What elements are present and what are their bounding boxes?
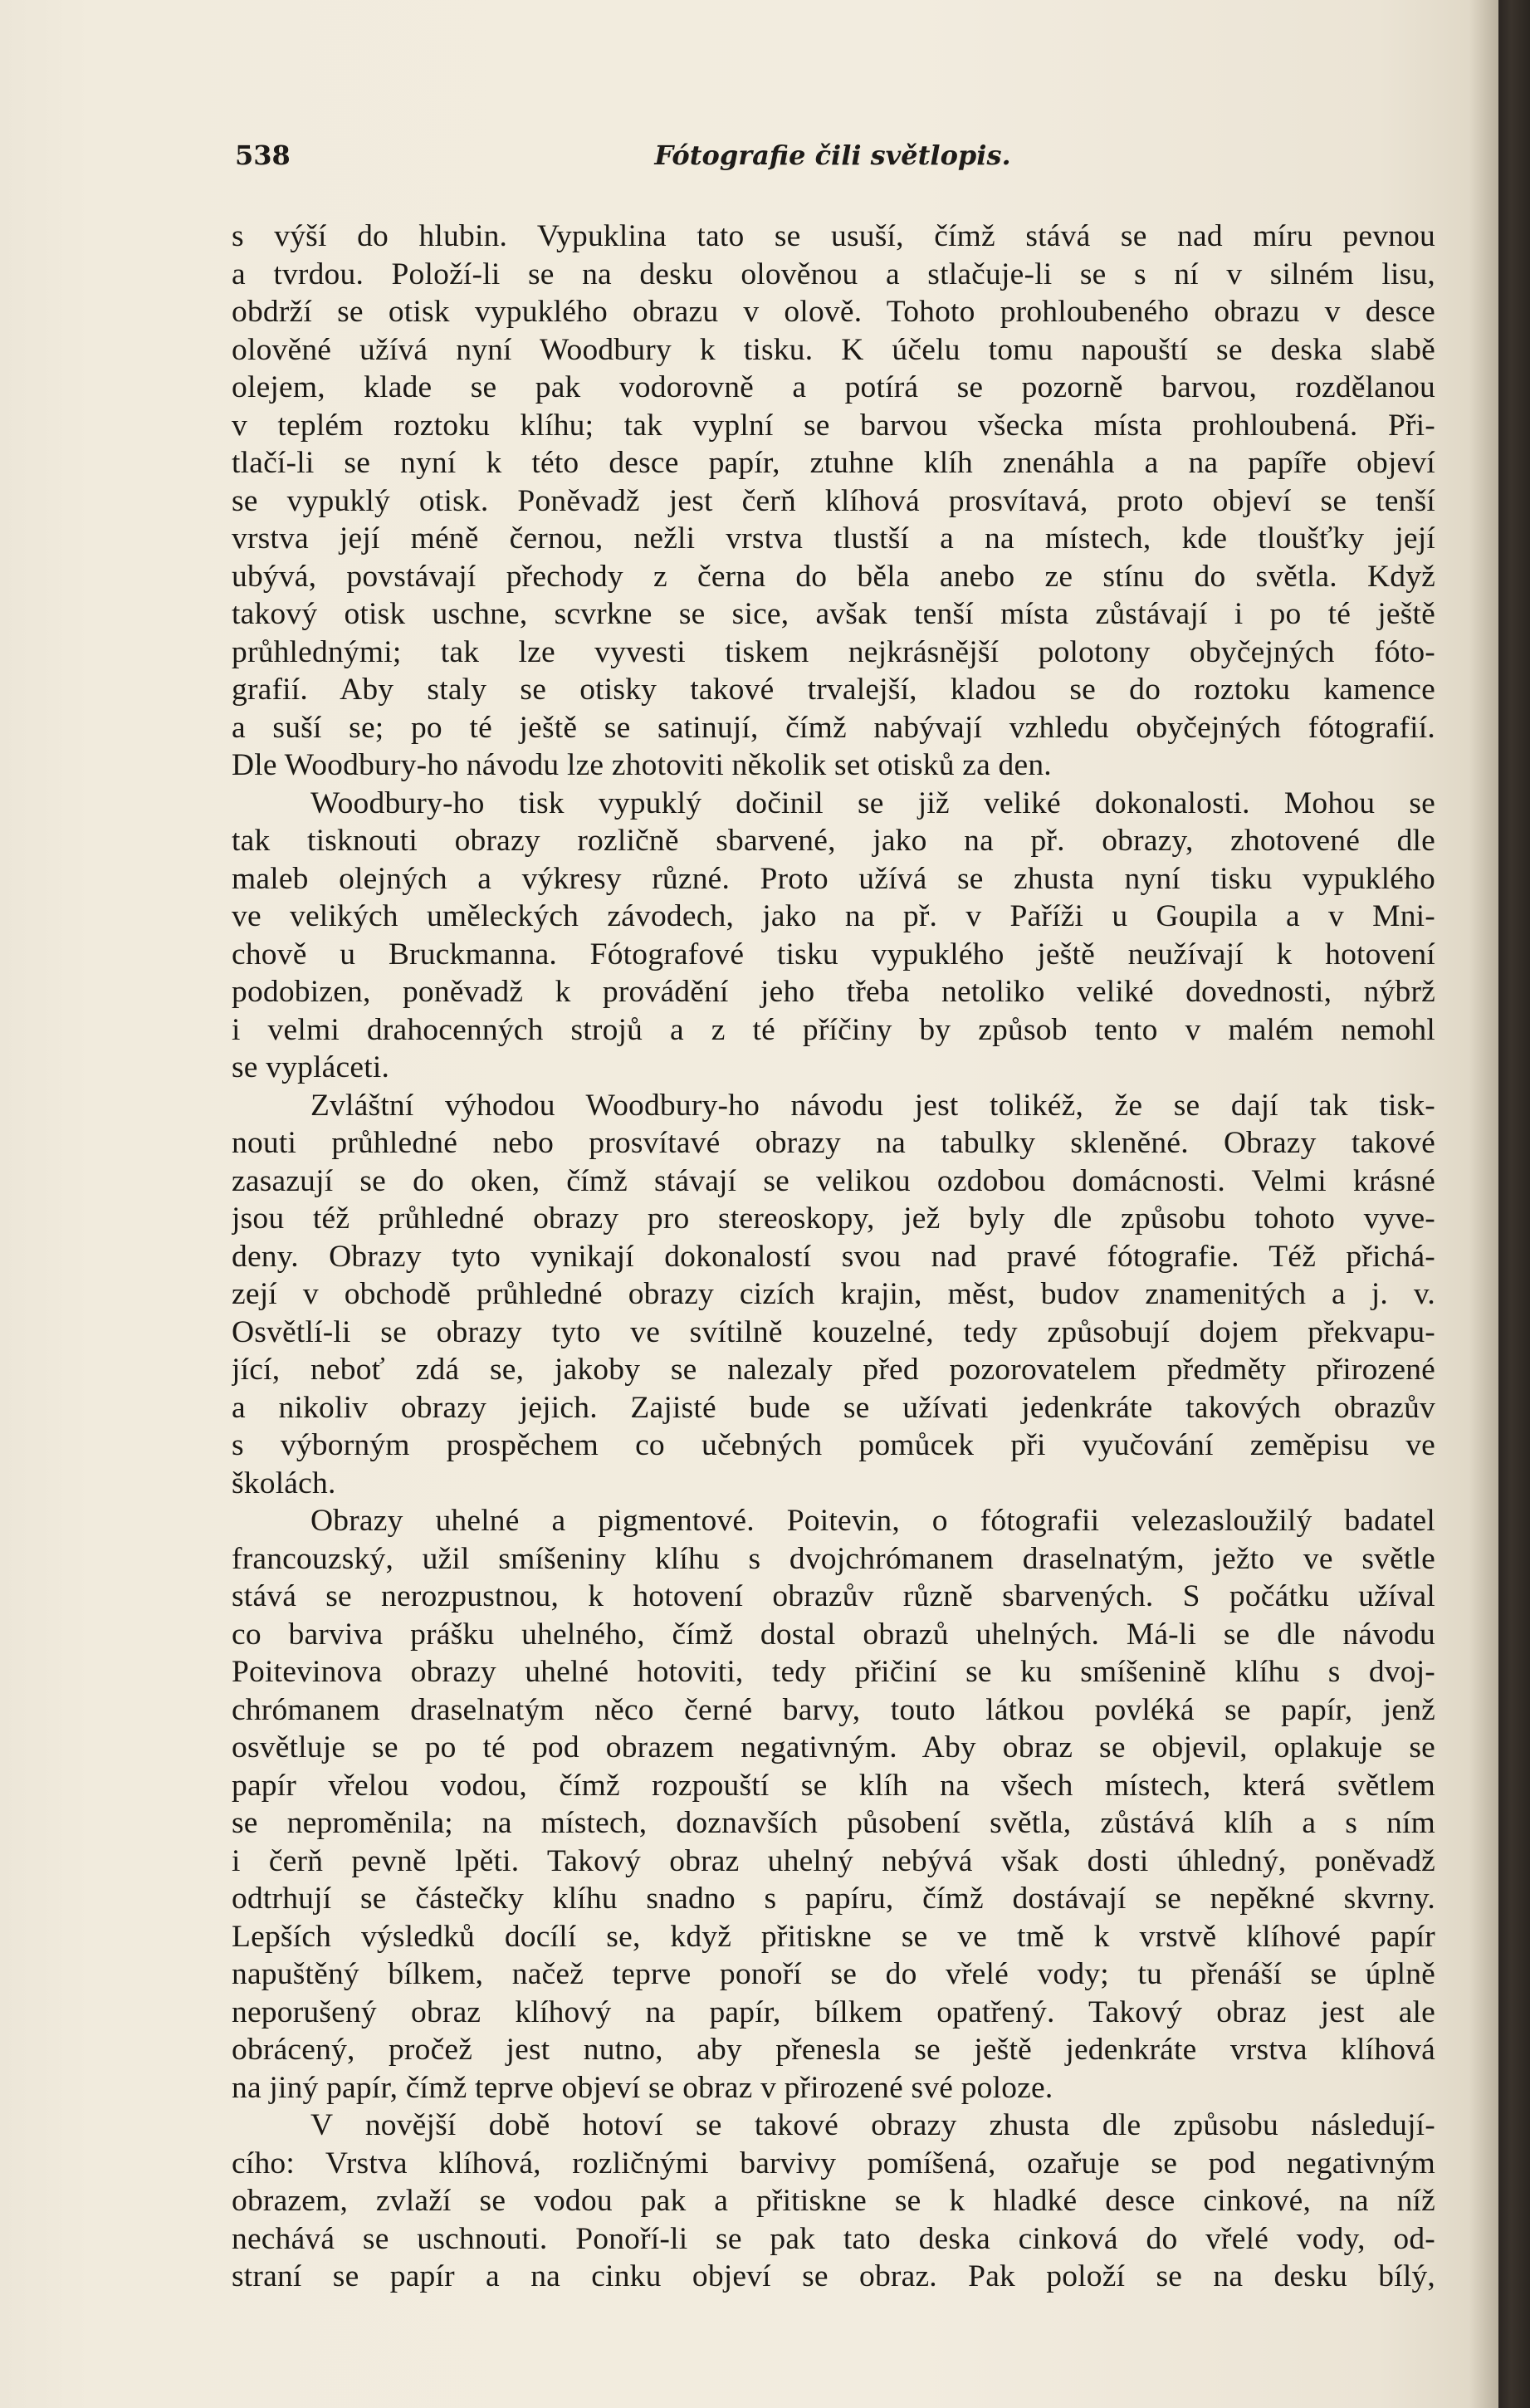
- text-line: francouzský, užil smíšeniny klíhu s dvojchrómanem draselnatým, ježto ve světle: [232, 1541, 1435, 1576]
- paragraph-start-line: Zvláštní výhodou Woodbury-ho návodu jest tolikéž, že se dají tak tisk-: [310, 1088, 1435, 1123]
- text-line: tak tisknouti obrazy rozličně sbarvené, jako na př. obrazy, zhotovené dle: [232, 824, 1435, 858]
- text-line: obrazem, zvlaží se vodou pak a přitiskne se k hladké desce cinkové, na níž: [232, 2184, 1435, 2218]
- text-line: tlačí-li se nyní k této desce papír, ztuhne klíh znenáhla a na papíře objeví: [232, 446, 1435, 480]
- text-line: takový otisk uschne, scvrkne se sice, avšak tenší místa zůstávají i po té ještě: [232, 597, 1435, 631]
- text-line: Dle Woodbury-ho návodu lze zhotoviti několik set otisků za den.: [232, 748, 1052, 782]
- text-line: i velmi drahocenných strojů a z té příčiny by způsob tento v malém nemohl: [232, 1012, 1435, 1047]
- text-line: i čerň pevně lpěti. Takový obraz uhelný nebývá však dosti úhledný, poněvadž: [232, 1843, 1435, 1878]
- text-line: co barviva prášku uhelného, čímž dostal obrazů uhelných. Má-li se dle návodu: [232, 1617, 1435, 1652]
- text-line: stává se nerozpustnou, k hotovení obrazův různě sbarvených. S počátku užíval: [232, 1579, 1435, 1613]
- page-edge-shadow: [1469, 0, 1498, 2408]
- text-line: ve velikých uměleckých závodech, jako na př. v Paříži u Goupila a v Mni-: [232, 899, 1435, 933]
- text-line: papír vřelou vodou, čímž rozpouští se klíh na všech místech, která světlem: [232, 1768, 1435, 1803]
- text-line: Lepších výsledků docílí se, když přitiskne se ve tmě k vrstvě klíhové papír: [232, 1919, 1435, 1954]
- text-line: deny. Obrazy tyto vynikají dokonalostí svou nad pravé fótografie. Též přichá-: [232, 1239, 1435, 1274]
- text-line: školách.: [232, 1466, 336, 1500]
- text-line: a nikoliv obrazy jejich. Zajisté bude se užívati jedenkráte takových obrazův: [232, 1390, 1435, 1425]
- paragraph-start-line: Woodbury-ho tisk vypuklý dočinil se již veliké dokonalosti. Mohou se: [310, 786, 1435, 820]
- text-line: Osvětlí-li se obrazy tyto ve svítilně kouzelné, tedy způsobují dojem překvapu-: [232, 1314, 1435, 1349]
- body-text: [232, 218, 1435, 2296]
- text-line: olejem, klade se pak vodorovně a potírá se pozorně barvou, rozdělanou: [232, 370, 1435, 404]
- text-line: podobizen, poněvadž k provádění jeho třeba netoliko veliké dovednosti, nýbrž: [232, 975, 1435, 1009]
- text-line: se vypuklý otisk. Poněvadž jest čerň klíhová prosvítavá, proto objeví se tenší: [232, 483, 1435, 518]
- running-title: Fótografie čili světlopis.: [654, 139, 1011, 171]
- text-line: cího: Vrstva klíhová, rozličnými barvivy pomíšená, ozařuje se pod negativným: [232, 2146, 1435, 2180]
- text-line: straní se papír a na cinku objeví se obraz. Pak položí se na desku bílý,: [232, 2259, 1435, 2293]
- text-line: ubývá, povstávají přechody z černa do běla anebo ze stínu do světla. Když: [232, 559, 1435, 594]
- text-line: grafií. Aby staly se otisky takové trvalejší, kladou se do roztoku kamence: [232, 673, 1435, 707]
- text-line: jsou též průhledné obrazy pro stereoskopy, jež byly dle způsobu tohoto vyve-: [232, 1202, 1435, 1236]
- paragraph-start-line: V novější době hotoví se takové obrazy zhusta dle způsobu následují-: [310, 2108, 1435, 2142]
- text-line: neporušený obraz klíhový na papír, bílkem opatřený. Takový obraz jest ale: [232, 1994, 1435, 2029]
- text-line: napuštěný bílkem, načež teprve ponoří se do vřelé vody; tu přenáší se úplně: [232, 1957, 1435, 1991]
- text-line: odtrhují se částečky klíhu snadno s papíru, čímž dostávají se nepěkné skvrny.: [232, 1882, 1435, 1916]
- text-line: a suší se; po té ještě se satinují, čímž nabývají vzhledu obyčejných fótografií.: [232, 710, 1435, 745]
- text-line: nechává se uschnouti. Ponoří-li se pak tato deska cinková do vřelé vody, od-: [232, 2221, 1435, 2256]
- text-line: v teplém roztoku klíhu; tak vyplní se barvou všecka místa prohloubená. Při-: [232, 408, 1435, 443]
- page-number: 538: [235, 139, 291, 171]
- text-line: na jiný papír, čímž teprve objeví se obraz v přirozené své poloze.: [232, 2070, 1053, 2105]
- text-line: a tvrdou. Položí-li se na desku olověnou a stlačuje-li se s ní v silném lisu,: [232, 257, 1435, 291]
- text-line: osvětluje se po té pod obrazem negativným. Aby obraz se objevil, oplakuje se: [232, 1730, 1435, 1764]
- text-line: zasazují se do oken, čímž stávají se velikou ozdobou domácnosti. Velmi krásné: [232, 1163, 1435, 1198]
- section-start-line: Obrazy uhelné a pigmentové. Poitevin, o fótografii velezasloužilý badatel: [310, 1504, 1435, 1538]
- text-line: průhlednými; tak lze vyvesti tiskem nejkrásnější polotony obyčejných fóto-: [232, 634, 1435, 669]
- text-line: jící, neboť zdá se, jakoby se nalezaly před pozorovatelem předměty přirozené: [232, 1353, 1435, 1387]
- book-binding-edge: [1498, 0, 1530, 2408]
- text-line: nouti průhledné nebo prosvítavé obrazy na tabulky skleněné. Obrazy takové: [232, 1126, 1435, 1160]
- text-line: olověné užívá nyní Woodbury k tisku. K účelu tomu napouští se deska slabě: [232, 332, 1435, 367]
- text-line: chově u Bruckmanna. Fótografové tisku vypuklého ještě neužívají k hotovení: [232, 937, 1435, 972]
- text-line: obdrží se otisk vypuklého obrazu v olově. Tohoto prohloubeného obrazu v desce: [232, 295, 1435, 329]
- text-line: vrstva její méně černou, nežli vrstva tlustší a na místech, kde tloušťky její: [232, 521, 1435, 556]
- text-line: Poitevinova obrazy uhelné hotoviti, tedy přičiní se ku smíšenině klíhu s dvoj-: [232, 1655, 1435, 1689]
- text-line: obrácený, pročež jest nutno, aby přenesla se ještě jedenkráte vrstva klíhová: [232, 2033, 1435, 2067]
- text-line: s výborným prospěchem co učebných pomůcek při vyučování zeměpisu ve: [232, 1428, 1435, 1462]
- text-line: s výší do hlubin. Vypuklina tato se usuší, čímž stává se nad míru pevnou: [232, 219, 1435, 253]
- page-header: [235, 139, 1430, 181]
- text-line: chrómanem draselnatým něco černé barvy, touto látkou povléká se papír, jenž: [232, 1692, 1435, 1727]
- text-line: se vypláceti.: [232, 1050, 390, 1084]
- text-line: se neproměnila; na místech, doznavších působení světla, zůstává klíh a s ním: [232, 1806, 1435, 1840]
- text-line: zejí v obchodě průhledné obrazy cizích krajin, měst, budov znamenitých a j. v.: [232, 1277, 1435, 1311]
- text-line: maleb olejných a výkresy různé. Proto užívá se zhusta nyní tisku vypuklého: [232, 861, 1435, 896]
